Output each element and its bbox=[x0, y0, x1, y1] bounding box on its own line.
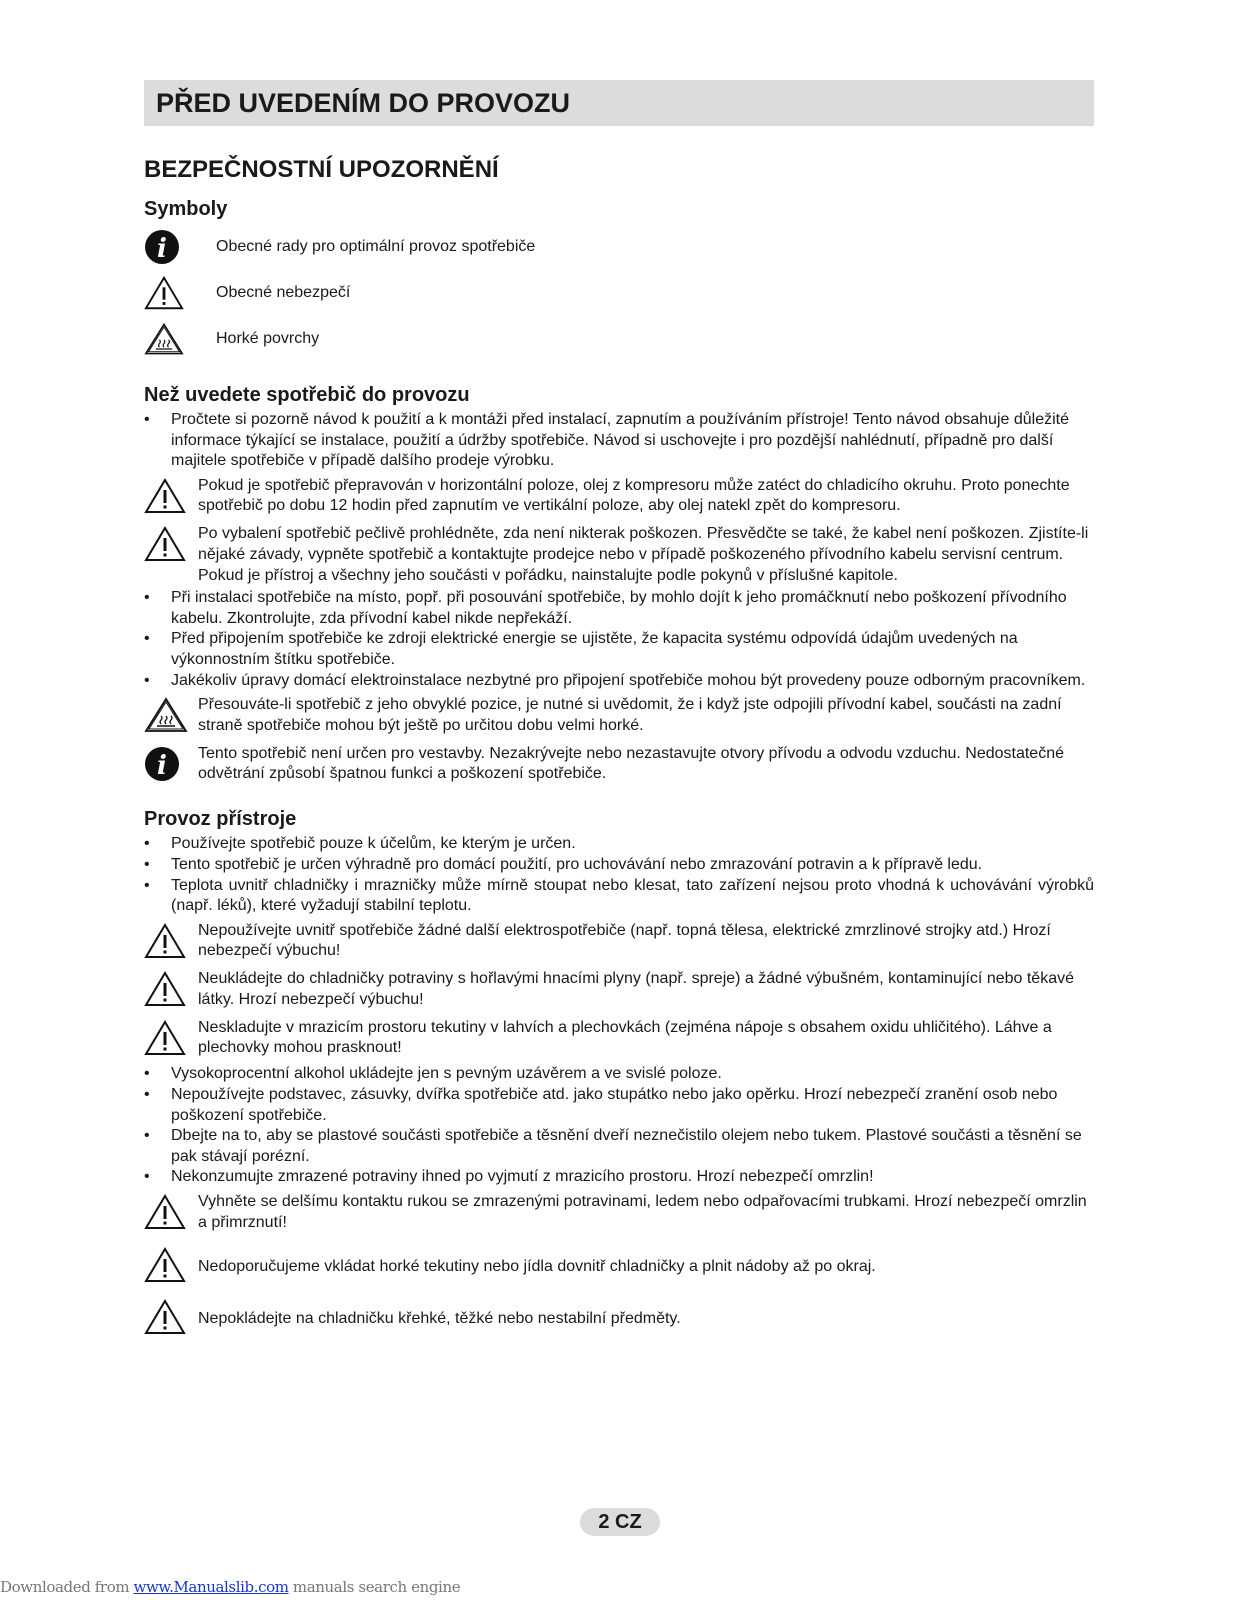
info-icon bbox=[144, 227, 184, 267]
list-item: • Teplota uvnitř chladničky i mrazničky může mírně stoupat nebo klesat, tato zařízení nejsou proto vhodná k uchovávání výrobků (např. léků), které vyžadují stabilní teplotu. bbox=[144, 876, 1094, 917]
warning-icon bbox=[144, 524, 198, 569]
warning-icon bbox=[144, 273, 184, 313]
list-item: • Vysokoprocentní alkohol ukládejte jen s pevným uzávěrem a ve svislé poloze. bbox=[144, 1064, 1094, 1085]
info-icon bbox=[144, 744, 198, 789]
warning-note bbox=[144, 921, 1094, 966]
symbols-heading: Symboly bbox=[144, 198, 228, 220]
page-number: 2 CZ bbox=[580, 1508, 660, 1536]
warning-note bbox=[144, 969, 1094, 1014]
symbol-label: Horké povrchy bbox=[216, 330, 320, 347]
symbol-row-info bbox=[144, 224, 1094, 270]
warning-icon bbox=[144, 1018, 198, 1063]
info-text: Tento spotřebič není určen pro vestavby. Nezakrývejte nebo nezastavujte otvory přívodu a odvodu vzduchu. Nedostatečné odvětrání způsobí špatnou funkci a poškození spotřebiče. bbox=[198, 744, 1064, 783]
warning-icon bbox=[144, 969, 198, 1014]
warning-icon bbox=[144, 1297, 198, 1342]
symbol-label: Obecné nebezpečí bbox=[216, 284, 351, 301]
manualslib-link[interactable]: www.Manualslib.com bbox=[133, 1578, 289, 1596]
symbol-row-hot bbox=[144, 316, 1094, 362]
warning-note bbox=[144, 1192, 1094, 1237]
symbol-label: Obecné rady pro optimální provoz spotřebiče bbox=[216, 238, 536, 255]
list-item: • Dbejte na to, aby se plastové součásti spotřebiče a těsnění dveří neznečistilo olejem nebo tukem. Plastové součásti a těsnění se pak stávají porézní. bbox=[144, 1126, 1094, 1167]
operation-heading: Provoz přístroje bbox=[144, 808, 297, 831]
chapter-title: PŘED UVEDENÍM DO PROVOZU bbox=[156, 88, 571, 118]
hot-surface-text: Přesouváte-li spotřebič z jeho obvyklé pozice, je nutné si uvědomit, že i když jste odpojili přívodní kabel, součásti na zadní straně spotřebiče mohou být ještě po určitou dobu velmi horké. bbox=[198, 696, 1062, 734]
warning-text: Po vybalení spotřebič pečlivě prohlédněte, zda není nikterak poškozen. Přesvědčte se také, že kabel není poškozen. Zjistíte-li nějaké závady, vypněte spotřebič a kontaktujte prodejce nebo v případě poškozeného přívodního kabelu servisní centrum. Pokud je přístroj a všechny jeho součásti v pořádku, nainstalujte podle pokynů v příslušné kapitole. bbox=[198, 525, 1089, 584]
hot-surface-icon bbox=[144, 319, 184, 359]
list-item: • Jakékoliv úpravy domácí elektroinstalace nezbytné pro připojení spotřebiče mohou být provedeny pouze odborným pracovníkem. bbox=[144, 671, 1094, 692]
chapter-title-bar bbox=[144, 80, 1094, 126]
footer-suffix: manuals search engine bbox=[288, 1578, 461, 1596]
download-footer bbox=[0, 1578, 460, 1596]
warning-note bbox=[144, 1245, 1094, 1290]
info-note bbox=[144, 744, 1094, 789]
warning-icon bbox=[144, 1192, 198, 1237]
warning-icon bbox=[144, 1245, 198, 1290]
svg-text:i: i bbox=[157, 750, 167, 781]
section-title: BEZPEČNOSTNÍ UPOZORNĚNÍ bbox=[144, 156, 499, 183]
warning-note bbox=[144, 1297, 1094, 1342]
symbol-row-warning bbox=[144, 270, 1094, 316]
warning-note bbox=[144, 524, 1094, 586]
warning-text: Neukládejte do chladničky potraviny s hořlavými hnacími plyny (např. spreje) a žádné výbušném, kontaminující nebo těkavé látky. Hrozí nebezpečí výbuchu! bbox=[198, 970, 1074, 1008]
list-item: • Nekonzumujte zmrazené potraviny ihned po vyjmutí z mrazicího prostoru. Hrozí nebezpečí omrzlin! bbox=[144, 1167, 1094, 1188]
warning-icon bbox=[144, 476, 198, 521]
warning-text: Nepoužívejte uvnitř spotřebiče žádné další elektrospotřebiče (např. topná tělesa, elektrické zmrzlinové strojky atd.) Hrozí nebezpečí výbuchu! bbox=[198, 921, 1051, 960]
page-content bbox=[144, 150, 1094, 1344]
list-item: • Pročtete si pozorně návod k použití a k montáži před instalací, zapnutím a používáním přístroje! Tento návod obsahuje důležité informace týkající se instalace, použití a údržby spotřebiče. Návod si uschovejte i pro pozdější nahlédnutí, případně pro další majitele spotřebiče v případě dalšího prodeje výrobku. bbox=[144, 410, 1094, 472]
hot-surface-icon bbox=[144, 695, 198, 740]
svg-text:i: i bbox=[157, 234, 167, 264]
before-use-heading: Než uvedete spotřebič do provozu bbox=[144, 384, 470, 406]
warning-text: Neskladujte v mrazicím prostoru tekutiny v lahvích a plechovkách (zejména nápoje s obsahem oxidu uhličitého). Láhve a plechovky mohou prasknout! bbox=[198, 1018, 1052, 1057]
warning-text: Nepokládejte na chladničku křehké, těžké nebo nestabilní předměty. bbox=[198, 1310, 681, 1328]
warning-note bbox=[144, 1018, 1094, 1063]
list-item: • Používejte spotřebič pouze k účelům, ke kterým je určen. bbox=[144, 834, 1094, 855]
warning-icon bbox=[144, 921, 198, 966]
footer-prefix: Downloaded from bbox=[0, 1578, 134, 1596]
list-item: • Nepoužívejte podstavec, zásuvky, dvířka spotřebiče atd. jako stupátko nebo jako opěrku. Hrozí nebezpečí zranění osob nebo poškození spotřebiče. bbox=[144, 1085, 1094, 1126]
list-item: • Před připojením spotřebiče ke zdroji elektrické energie se ujistěte, že kapacita systému odpovídá údajům uvedených na výkonnostním štítku spotřebiče. bbox=[144, 629, 1094, 670]
warning-text: Vyhněte se delšímu kontaktu rukou se zmrazenými potravinami, ledem nebo odpařovacími trubkami. Hrozí nebezpečí omrzlin a přimrznutí! bbox=[198, 1193, 1087, 1231]
warning-text: Pokud je spotřebič přepravován v horizontální poloze, olej z kompresoru může zatéct do chladicího okruhu. Proto ponechte spotřebič po dobu 12 hodin před zapnutím ve vertikální poloze, aby olej natekl zpět do kompresoru. bbox=[198, 476, 1070, 515]
hot-surface-note bbox=[144, 695, 1094, 740]
warning-note bbox=[144, 476, 1094, 521]
list-item: • Při instalaci spotřebiče na místo, popř. při posouvání spotřebiče, by mohlo dojít k jeho promáčknutí nebo poškození přívodního kabelu. Zkontrolujte, zda přívodní kabel nikde nepřekáží. bbox=[144, 588, 1094, 629]
list-item: • Tento spotřebič je určen výhradně pro domácí použití, pro uchovávání nebo zmrazování potravin a k přípravě ledu. bbox=[144, 855, 1094, 876]
warning-text: Nedoporučujeme vkládat horké tekutiny nebo jídla dovnitř chladničky a plnit nádoby až po okraj. bbox=[198, 1257, 876, 1275]
